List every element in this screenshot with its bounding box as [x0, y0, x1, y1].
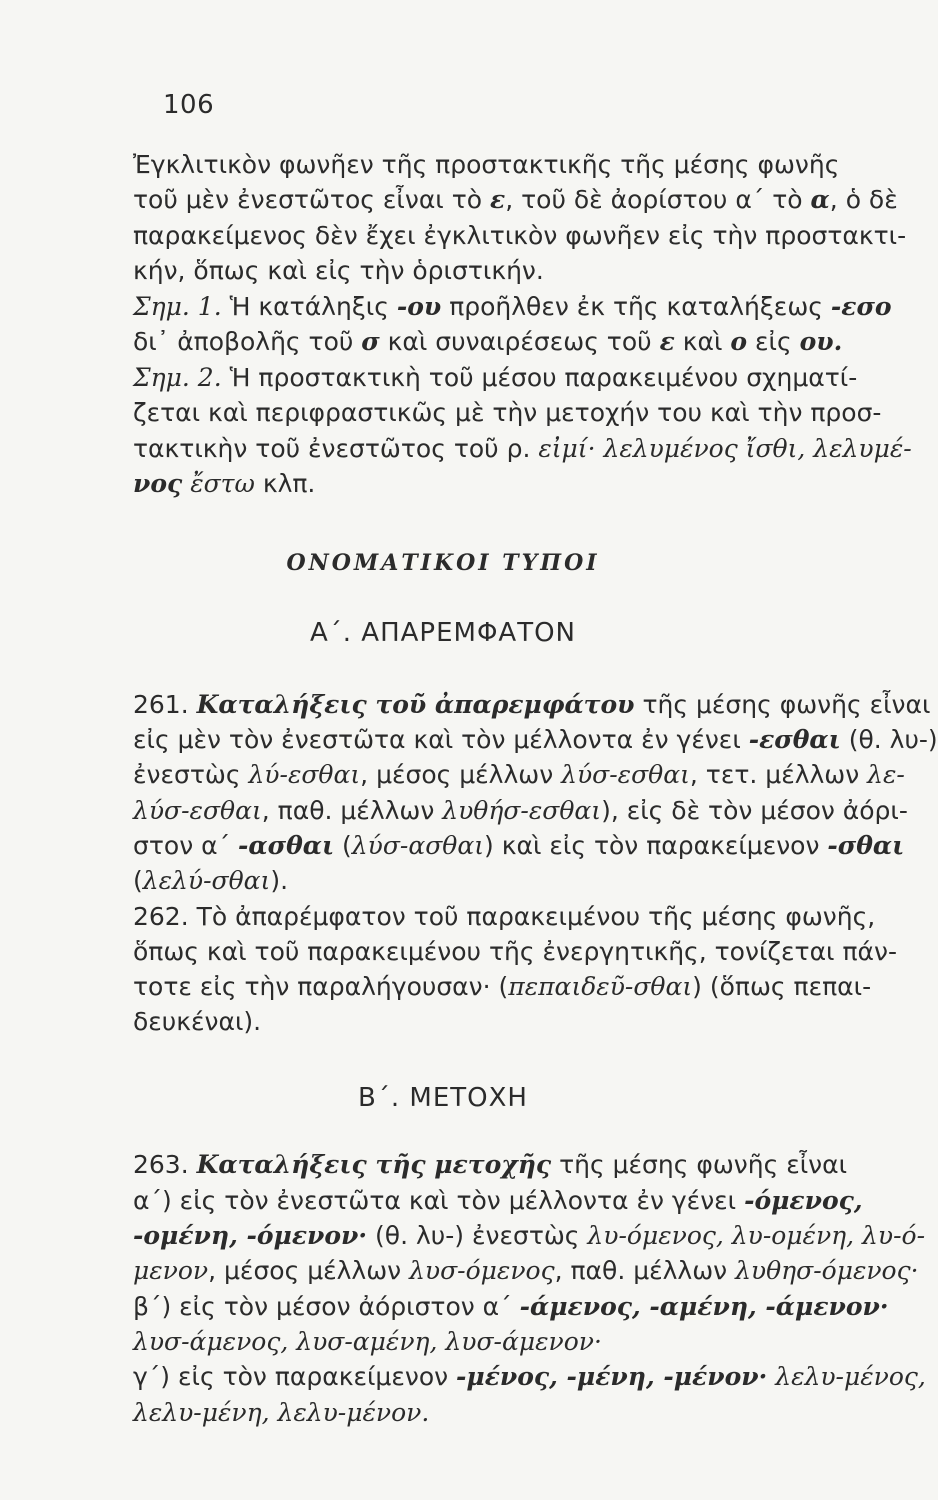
paragraph-261-line: εἰς μὲν τὸν ἐνεστῶτα καὶ τὸν μέλλοντα ἐν γένει -εσθαι (θ. λυ-) [133, 725, 938, 754]
paragraph-261-line: ἐνεστὼς λύ-εσθαι, μέσος μέλλων λύσ-εσθαι, τετ. μέλλων λε- [133, 760, 905, 789]
page-number: 106 [163, 90, 215, 120]
paragraph-263-line: μενον, μέσος μέλλων λυσ-όμενος, παθ. μέλλων λυθησ-όμενος· [133, 1256, 919, 1285]
paragraph-263-line: -ομένη, -όμενον· (θ. λυ-) ἐνεστὼς λυ-όμενος, λυ-ομένη, λυ-ό- [133, 1221, 926, 1250]
paragraph-263-line: λελυ-μένη, λελυ-μένον. [133, 1398, 430, 1427]
subsection-title: Β΄. ΜΕΤΟΧΗ [358, 1083, 528, 1113]
section-title: ΟΝΟΜΑΤΙΚΟΙ ΤΥΠΟΙ [286, 550, 600, 576]
paragraph-263-line: 263. Καταλήξεις τῆς μετοχῆς τῆς μέσης φωνῆς εἶναι [133, 1150, 848, 1179]
note-2-line: Σημ. 2. Ἡ προστακτικὴ τοῦ μέσου παρακειμένου σχηματί- [133, 363, 858, 392]
paragraph-line: παρακείμενος δὲν ἔχει ἐγκλιτικὸν φωνῆεν εἰς τὴν προστακτι- [133, 221, 907, 250]
paragraph-261-line: (λελύ-σθαι). [133, 866, 289, 895]
note-2-line: ζεται καὶ περιφραστικῶς μὲ τὴν μετοχήν του καὶ τὴν προσ- [133, 398, 882, 427]
note-1-line: Σημ. 1. Ἡ κατάληξις -ου προῆλθεν ἐκ τῆς καταλήξεως -εσο [133, 292, 892, 321]
paragraph-263-line: λυσ-άμενος, λυσ-αμένη, λυσ-άμενον· [133, 1327, 602, 1356]
paragraph-263-line: γ΄) εἰς τὸν παρακείμενον -μένος, -μένη, -μένον· λελυ-μένος, [133, 1362, 926, 1391]
note-2-line: νος ἔστω κλπ. [133, 469, 316, 498]
paragraph-262-line: τοτε εἰς τὴν παραλήγουσαν· (πεπαιδεῦ-σθαι) (ὅπως πεπαι- [133, 972, 872, 1001]
paragraph-261-line: λύσ-εσθαι, παθ. μέλλων λυθήσ-εσθαι), εἰς δὲ τὸν μέσον ἀόρι- [133, 796, 908, 825]
note-2-line: τακτικὴν τοῦ ἐνεστῶτος τοῦ ρ. εἰμί· λελυμένος ἴσθι, λελυμέ- [133, 434, 912, 463]
paragraph-263-line: α΄) εἰς τὸν ἐνεστῶτα καὶ τὸν μέλλοντα ἐν γένει -όμενος, [133, 1186, 863, 1215]
paragraph-line: Ἐγκλιτικὸν φωνῆεν τῆς προστακτικῆς τῆς μέσης φωνῆς [133, 150, 840, 179]
paragraph-261-line: 261. Καταλήξεις τοῦ ἀπαρεμφάτου τῆς μέσης φωνῆς εἶναι [133, 690, 931, 719]
paragraph-261-line: στον α΄ -ασθαι (λύσ-ασθαι) καὶ εἰς τὸν παρακείμενον -σθαι [133, 831, 905, 860]
paragraph-line: κήν, ὅπως καὶ εἰς τὴν ὁριστικήν. [133, 256, 544, 285]
paragraph-262-line: δευκέναι). [133, 1007, 262, 1036]
paragraph-263-line: β΄) εἰς τὸν μέσον ἀόριστον α΄ -άμενος, -αμένη, -άμενον· [133, 1292, 889, 1321]
subsection-title: Α΄. ΑΠΑΡΕΜΦΑΤΟΝ [309, 618, 577, 648]
note-1-line: δι᾽ ἀποβολῆς τοῦ σ καὶ συναιρέσεως τοῦ ε καὶ ο εἰς ου. [133, 327, 843, 356]
book-page [133, 0, 938, 1500]
paragraph-262-line: ὅπως καὶ τοῦ παρακειμένου τῆς ἐνεργητικῆς, τονίζεται πάν- [133, 937, 897, 966]
paragraph-262-line: 262. Τὸ ἀπαρέμφατον τοῦ παρακειμένου τῆς μέσης φωνῆς, [133, 902, 876, 931]
paragraph-line: τοῦ μὲν ἐνεστῶτος εἶναι τὸ ε, τοῦ δὲ ἀορίστου α΄ τὸ α, ὁ δὲ [133, 185, 898, 214]
